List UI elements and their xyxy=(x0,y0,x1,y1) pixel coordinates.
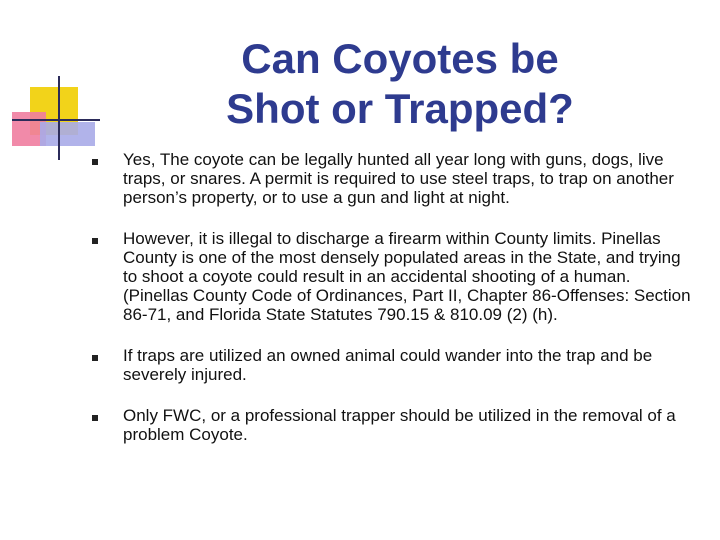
square-bullet-icon xyxy=(92,159,98,165)
title-line-2: Shot or Trapped? xyxy=(226,85,574,132)
slide-title xyxy=(150,34,650,134)
title-line-1: Can Coyotes be xyxy=(241,35,559,82)
bullet-text: Only FWC, or a professional trapper should be utilized in the removal of a problem Coyote. xyxy=(123,406,676,444)
square-bullet-icon xyxy=(92,415,98,421)
bullet-item xyxy=(92,229,692,324)
bullet-item xyxy=(92,406,692,444)
bullet-text: Yes, The coyote can be legally hunted all year long with guns, dogs, live traps, or snares. A permit is required to use steel traps, to trap on another person’s property, or to use a gun and light at night. xyxy=(123,150,674,207)
bullet-text: However, it is illegal to discharge a firearm within County limits. Pinellas County is one of the most densely populated areas in the State, and trying to shoot a coyote could result in an accidental shooting of a human. (Pinellas County Code of Ordinances, Part II, Chapter 86-Offenses: Section 86-71, and Florida State Statutes 790.15 & 810.09 (2) (h). xyxy=(123,229,691,324)
horizontal-line xyxy=(12,119,100,121)
bullet-text: If traps are utilized an owned animal could wander into the trap and be severely injured. xyxy=(123,346,653,384)
bullet-item xyxy=(92,346,692,384)
decorative-logo-blocks xyxy=(0,0,100,170)
vertical-line xyxy=(58,76,60,160)
bullet-list xyxy=(92,150,692,444)
blue-rectangle xyxy=(40,122,95,146)
square-bullet-icon xyxy=(92,355,98,361)
square-bullet-icon xyxy=(92,238,98,244)
bullet-item xyxy=(92,150,692,207)
